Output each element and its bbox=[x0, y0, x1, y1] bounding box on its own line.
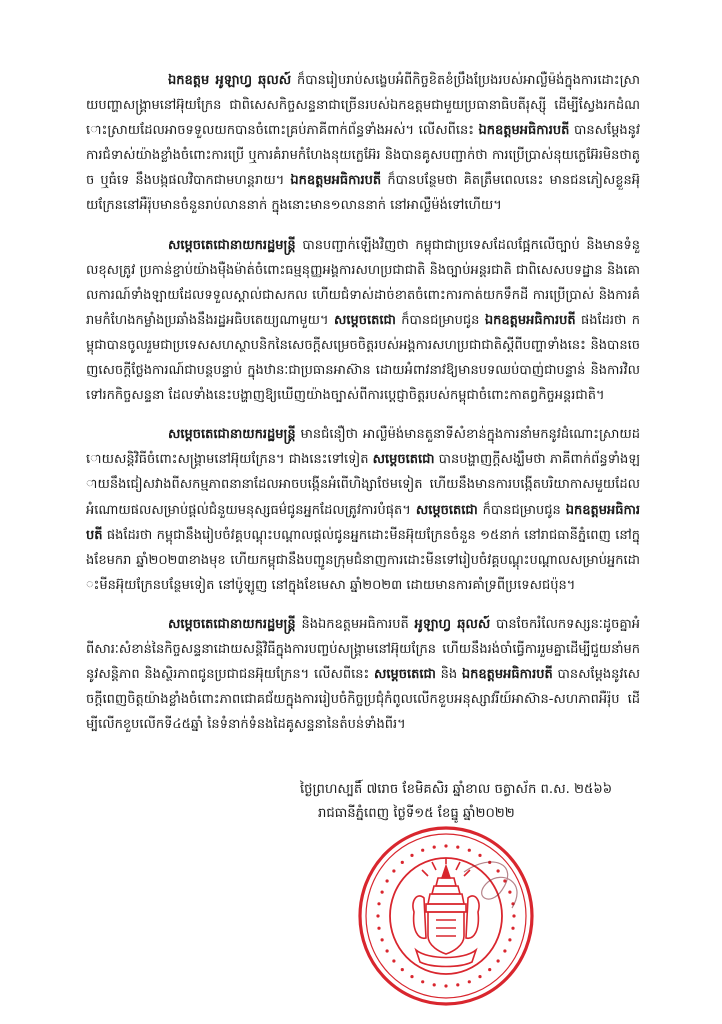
bold-title-run: សម្តេចតេជោ bbox=[374, 667, 436, 683]
seal-ring-dot bbox=[444, 984, 447, 987]
seal-ring-dot bbox=[444, 844, 447, 847]
bold-title-run: ឯកឧត្តមអធិការបតី bbox=[484, 312, 576, 328]
seal-ring-dot bbox=[410, 975, 413, 978]
seal-ring-dot bbox=[508, 891, 511, 894]
bold-title-run: សម្តេចតេជោ bbox=[334, 312, 396, 328]
bold-title-run: ឯកឧត្តមអធិការបតី bbox=[461, 667, 553, 683]
text-run: មានជំនឿថា អាល្លឺម៉ង់មានតួនាទីសំខាន់ក្នុងការនាំមកនូវដំណោះស្រាយដោយសន្តិវិធីចំពោះសង្គ្រាមនៅអ៊ុយក្រែន។ ជាងនេះទៅទៀត bbox=[86, 427, 640, 468]
paragraph-1 bbox=[86, 68, 640, 219]
text-run: និងឯកឧត្តមអធិការបតី bbox=[295, 616, 415, 632]
paragraph-2 bbox=[86, 233, 640, 409]
seal-ring-dot bbox=[410, 854, 413, 857]
official-seal-icon bbox=[352, 812, 540, 1012]
text-run: ក៏បានរៀបរាប់សង្ខេបអំពីកិច្ចខិតខំប្រឹងប្រែងរបស់អាល្លឺម៉ង់ក្នុងការដោះស្រាយបញ្ហាសង្គ្រាមនៅអ៊ុយក្រែន ជាពិសេសកិច្ចសន្ទនាជាច្រើនរបស់ឯកឧត្តមជាមួយប្រធានាធិបតីរុស្ស៊ី ដើម្បីស្វែងរកដំណោះស្រាយដែលអាចទទួលយកបានចំពោះគ្រប់ភាគីពាក់ព័ន្ធទាំងអស់។ លើសពីនេះ bbox=[86, 73, 640, 139]
bold-title-run: សម្តេចតេជោនាយករដ្ឋមន្ត្រី bbox=[168, 237, 296, 253]
bold-title-run: ឯកឧត្តមអធិការបតី bbox=[86, 502, 640, 543]
seal-ring-dot bbox=[386, 879, 389, 882]
text-run: ផងដែរថា កម្ពុជានឹងរៀបចំវគ្គបណ្តុះបណ្តាលផ្តល់ជូនអ្នកដោះមីនអ៊ុយក្រែនចំនួន ១៥នាក់ នៅរាជធានីភ្នំពេញ នៅក្នុងខែមករា ឆ្នាំ២០២៣ខាងមុខ ហើយកម្ពុជានឹងបញ្ជូនក្រុមជំនាញការដោះមីនទៅរៀបចំវគ្គបណ្តុះបណ្តាលសម្រាប់អ្នកដោះមីនអ៊ុយក្រែនបន្ថែមទៀត នៅប៉ូឡូញ នៅក្នុងខែមេសា ឆ្នាំ២០២៣ ដោយមានការគាំទ្រពីប្រទេសជប៉ុន។ bbox=[86, 527, 640, 593]
text-run: ក៏បានបន្ថែមថា គិតត្រឹមពេលនេះ មានជនភៀសខ្លួនអ៊ុយក្រែននៅអឺរ៉ុបមានចំនួនរាប់លាននាក់ ក្នុងនោះមាន១លាននាក់ នៅអាល្លឺម៉ង់ទៅហើយ។ bbox=[86, 173, 640, 214]
bold-title-run: សម្តេចតេជោ bbox=[415, 502, 478, 518]
seal-ring-dot bbox=[488, 968, 491, 971]
document-body bbox=[86, 68, 640, 751]
seal-ring-dot bbox=[478, 975, 481, 978]
seal-ring-dot bbox=[386, 949, 389, 952]
seal-ring-dot bbox=[377, 902, 380, 905]
text-run: បានចែករំលែកទស្សនៈដូចគ្នាអំពីសារៈសំខាន់នៃកិច្ចសន្ទនាដោយសន្តិវិធីក្នុងការបញ្ចប់សង្គ្រាមនៅអ៊ុយក្រែន ហើយនឹងរង់ចាំធ្វើការរួមគ្នាដើម្បីជួយនាំមកនូវសន្តិភាព និងស្ថិរភាពជូនប្រជាជនអ៊ុយក្រែន។ លើសពីនេះ bbox=[86, 616, 640, 683]
seal-ring-dot bbox=[421, 980, 424, 983]
text-run: ក៏បានជម្រាបជូន bbox=[477, 502, 566, 518]
seal-ring-dot bbox=[421, 849, 424, 852]
seal-ring-dot bbox=[497, 869, 500, 872]
seal-ring-dot bbox=[433, 983, 436, 986]
seal-ring-dot bbox=[511, 927, 514, 930]
bold-title-run: សម្តេចតេជោ bbox=[372, 452, 435, 468]
seal-ring-dot bbox=[503, 949, 506, 952]
seal-ring-dot bbox=[433, 846, 436, 849]
bold-title-run: សម្តេចតេជោនាយករដ្ឋមន្ត្រី bbox=[168, 616, 296, 632]
lunar-date: ថ្ងៃព្រហស្បតិ៍ ៧រោច ខែមិគសិរ ឆ្នាំខាល ចត្វាស័ក ព.ស. ២៥៦៦ bbox=[300, 782, 613, 797]
paragraph-4 bbox=[86, 612, 640, 737]
seal-ring-dot bbox=[401, 968, 404, 971]
seal-ring-dot bbox=[392, 959, 395, 962]
text-run: បានបង្ហាញក្តីសង្ឃឹមថា ភាគីពាក់ព័ន្ធទាំងឡាយនឹងជៀសវាងពីសកម្មភាពនានាដែលអាចបង្កើនអំពើហិង្សាថែមទៀត ហើយនឹងមានការបង្កើតបរិយាកាសមួយដែលអំណោយផលសម្រាប់ផ្តល់ជំនួយមនុស្សធម៌ជូនអ្នកដែលត្រូវការបំផុត។ bbox=[86, 452, 640, 518]
seal-ring-dot bbox=[468, 849, 471, 852]
bold-title-run: ឯកឧត្តម អូឡាហ្វ ឆុលស៍ bbox=[168, 73, 292, 88]
seal-ring-dot bbox=[376, 914, 379, 917]
seal-ring-dot bbox=[512, 914, 515, 917]
text-run: និង bbox=[435, 667, 462, 683]
text-run: បានសម្តែងនូវសេចក្តីពេញចិត្តយ៉ាងខ្លាំងចំពោះភាពជោគជ័យក្នុងការរៀបចំកិច្ចប្រជុំកំពូលលើកខួបអនុស្សាវរីយ៍អាស៊ាន-សហភាពអឺរ៉ុប ដើម្បីលើកខួបលើកទី៤៥ឆ្នាំ នៃទំនាក់ទំនងដៃគូសន្ទនានៃតំបន់ទាំងពីរ។ bbox=[86, 667, 640, 733]
seal-ring-dot bbox=[497, 959, 500, 962]
solar-date: រាជធានីភ្នំពេញ ថ្ងៃទី១៥ ខែធ្នូ ឆ្នាំ២០២២ bbox=[318, 806, 515, 821]
seal-ring-dot bbox=[478, 854, 481, 857]
text-run: បានសម្តែងនូវការជំទាស់យ៉ាងខ្លាំងចំពោះការប្រើ ឬការគំរាមកំហែងនុយក្លេអ៊ែរ និងបានគូសបញ្ជាក់ថា ការប្រើប្រាស់នុយក្លេអ៊ែរមិនថាតូច ឬធំទេ នឹងបង្កផលវិបាកជាមហន្តរាយ។ bbox=[86, 123, 640, 189]
bold-title-run: ឯកឧត្តមអធិការបតី bbox=[290, 173, 382, 189]
text-run: បានបញ្ជាក់ឡើងវិញថា កម្ពុជាជាប្រទេសដែលផ្អែកលើច្បាប់ និងមានទំនួលខុសត្រូវ ប្រកាន់ខ្ជាប់យ៉ាងម៉ឺងម៉ាត់ចំពោះធម្មនុញ្ញអង្គការសហប្រជាជាតិ និងច្បាប់អន្តរជាតិ ជាពិសេសបទដ្ឋាន និងគោលការណ៍ទាំងឡាយដែលទទួលស្គាល់ជាសកល ហើយជំទាស់ដាច់ខាតចំពោះការកាត់យកទឹកដី ការប្រើប្រាស់ និងការគំរាមកំហែងកម្លាំងប្រឆាំងនឹងរដ្ឋអធិបតេយ្យណាមួយ។ bbox=[86, 237, 640, 328]
bold-title-run: ឯកឧត្តមអធិការបតី bbox=[478, 123, 570, 139]
text-run: ផងដែរថា កម្ពុជាបានចូលរួមជាប្រទេសសហស្ថាបនិកនៃសេចក្តីសម្រេចចិត្តរបស់អង្គការសហប្រជាជាតិស្តីពីបញ្ហាទាំងនេះ និងបានចេញសេចក្តីថ្លែងការណ៍ជាបន្តបន្ទាប់ ក្នុងឋានៈជាប្រធានអាស៊ាន ដោយអំពាវនាវឱ្យមានបទឈប់បាញ់ជាបន្ទាន់ និងការវិលទៅរកកិច្ចសន្ទនា ដែលទាំងនេះបង្ហាញឱ្យឃើញយ៉ាងច្បាស់ពីការប្តេជ្ញាចិត្តរបស់កម្ពុជាចំពោះកាតព្វកិច្ចអន្តរជាតិ។ bbox=[86, 312, 641, 404]
bold-title-run: សម្តេចតេជោនាយករដ្ឋមន្ត្រី bbox=[168, 427, 296, 443]
seal-ring-dot bbox=[377, 927, 380, 930]
seal-ring-dot bbox=[381, 891, 384, 894]
text-run: ក៏បានជម្រាបជូន bbox=[395, 312, 485, 328]
bold-title-run: អូឡាហ្វ ឆុលស៍ bbox=[414, 616, 491, 632]
paragraph-3 bbox=[86, 422, 640, 598]
seal-ring-dot bbox=[381, 938, 384, 941]
seal-ring-dot bbox=[401, 861, 404, 864]
seal-ring-dot bbox=[468, 980, 471, 983]
seal-ring-dot bbox=[456, 846, 459, 849]
seal-ring-dot bbox=[392, 869, 395, 872]
seal-ring-dot bbox=[456, 983, 459, 986]
seal-ring-dot bbox=[508, 938, 511, 941]
